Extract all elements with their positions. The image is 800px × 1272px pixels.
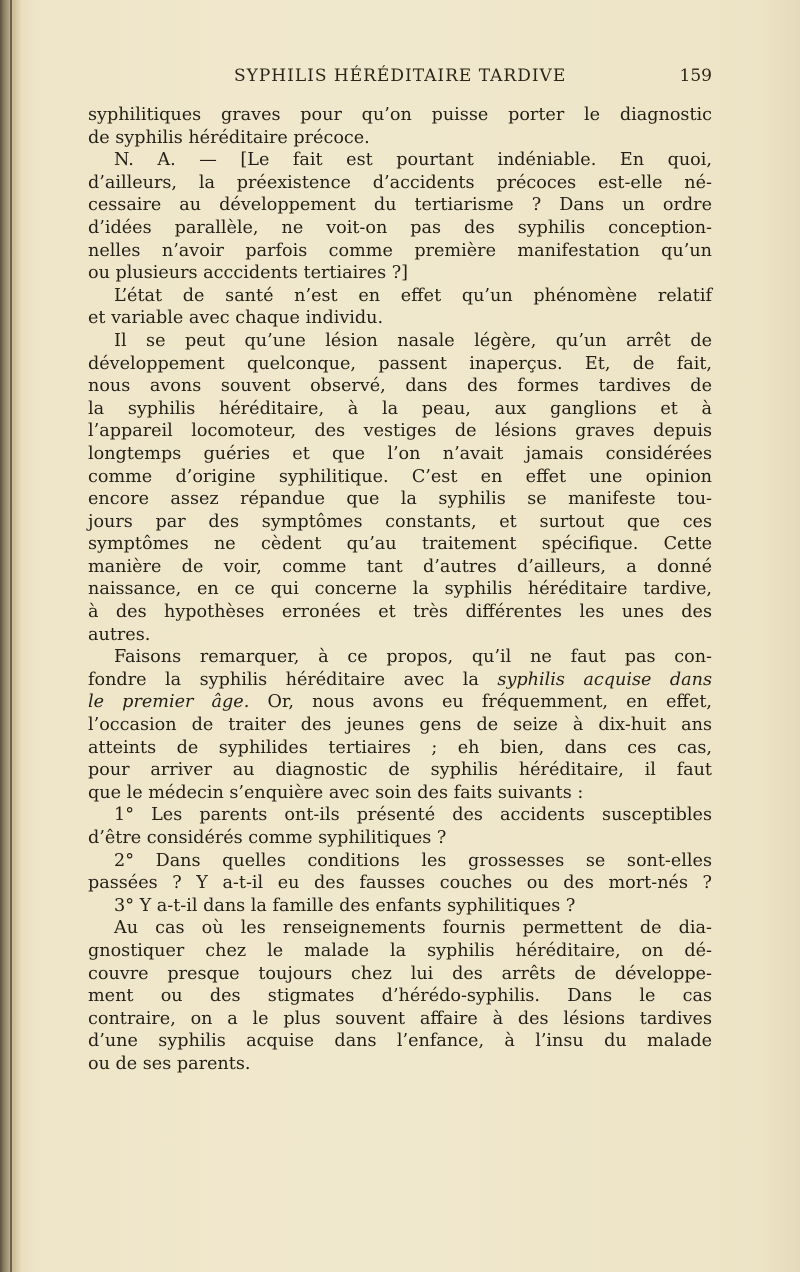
text-line: l’appareil locomoteur, des vestiges de lésions graves depuis bbox=[88, 421, 712, 442]
body-text bbox=[88, 104, 712, 1076]
italic-phrase: syphilis acquise dans bbox=[497, 669, 713, 690]
text-line: 3° Y a-t-il dans la famille des enfants syphilitiques ? bbox=[114, 895, 576, 916]
text-line: comme d’origine syphilitique. C’est en effet une opinion bbox=[88, 466, 712, 487]
text-line: longtemps guéries et que l’on n’avait jamais considérées bbox=[88, 443, 712, 464]
text-line: jours par des symptômes constants, et surtout que ces bbox=[88, 511, 712, 532]
text-line: contraire, on a le plus souvent affaire à des lésions tardives bbox=[88, 1008, 712, 1029]
text-line: manière de voir, comme tant d’autres d’ailleurs, a donné bbox=[88, 556, 712, 577]
text-line: L’état de santé n’est en effet qu’un phénomène relatif bbox=[114, 285, 712, 306]
text-line: syphilitiques graves pour qu’on puisse porter le diagnostic bbox=[88, 105, 712, 125]
text-line: cessaire au développement du tertiarisme ? Dans un ordre bbox=[88, 195, 712, 216]
text-line: naissance, en ce qui concerne la syphilis héréditaire tardive, bbox=[88, 579, 712, 600]
text-line: Faisons remarquer, à ce propos, qu’il ne faut pas con- bbox=[114, 647, 712, 668]
text-line: l’occasion de traiter des jeunes gens de seize à dix-huit ans bbox=[88, 715, 712, 736]
page-header bbox=[88, 66, 712, 90]
text-line: nous avons souvent observé, dans des formes tardives de bbox=[88, 376, 712, 397]
text-line: de syphilis héréditaire précoce. bbox=[88, 127, 370, 148]
text-line: et variable avec chaque individu. bbox=[88, 308, 384, 329]
text-line: d’ailleurs, la préexistence d’accidents précoces est-elle né- bbox=[88, 172, 712, 193]
text-line: d’être considérés comme syphilitiques ? bbox=[88, 828, 447, 848]
text-run: fondre la syphilis héréditaire avec la bbox=[88, 669, 479, 690]
text-line: ou plusieurs acccidents tertiaires ?] bbox=[88, 263, 408, 284]
text-line: la syphilis héréditaire, à la peau, aux ganglions et à bbox=[88, 398, 712, 419]
text-line: autres. bbox=[88, 624, 151, 645]
text-line: d’idées parallèle, ne voit-on pas des syphilis conception- bbox=[88, 217, 712, 238]
text-line: 1° Les parents ont-ils présenté des accidents susceptibles bbox=[114, 805, 712, 826]
binding-edge bbox=[10, 0, 12, 1272]
text-line: à des hypothèses erronées et très différentes les unes des bbox=[88, 602, 712, 623]
text-line bbox=[88, 691, 712, 714]
text-line: atteints de syphilides tertiaires ; eh bien, dans ces cas, bbox=[88, 737, 712, 758]
text-line: encore assez répandue que la syphilis se manifeste tou- bbox=[88, 489, 712, 510]
text-line: N. A. — [Le fait est pourtant indéniable. En quoi, bbox=[114, 150, 712, 171]
text-line: gnostiquer chez le malade la syphilis héréditaire, on dé- bbox=[88, 940, 712, 961]
text-line: que le médecin s’enquière avec soin des faits suivants : bbox=[88, 782, 584, 803]
italic-phrase: le premier âge. bbox=[88, 692, 250, 713]
text-run: Or, nous avons eu fréquemment, en effet, bbox=[267, 692, 713, 713]
text-line: Il se peut qu’une lésion nasale légère, qu’un arrêt de bbox=[114, 330, 712, 351]
text-line: symptômes ne cèdent qu’au traitement spécifique. Cette bbox=[88, 534, 712, 555]
text-line: pour arriver au diagnostic de syphilis héréditaire, il faut bbox=[88, 760, 712, 781]
text-line: 2° Dans quelles conditions les grossesses se sont-elles bbox=[114, 850, 712, 871]
text-line: ou de ses parents. bbox=[88, 1053, 251, 1074]
text-line: ment ou des stigmates d’hérédo-syphilis. Dans le cas bbox=[88, 986, 712, 1007]
text-line: Au cas où les renseignements fournis permettent de dia- bbox=[114, 918, 712, 939]
running-title: SYPHILIS HÉRÉDITAIRE TARDIVE bbox=[234, 66, 567, 86]
page-number: 159 bbox=[679, 66, 712, 86]
text-line bbox=[88, 669, 712, 692]
text-line: d’une syphilis acquise dans l’enfance, à l’insu du malade bbox=[88, 1031, 712, 1052]
text-line: passées ? Y a-t-il eu des fausses couches ou des mort-nés ? bbox=[88, 873, 712, 894]
text-line: couvre presque toujours chez lui des arrêts de développe- bbox=[88, 963, 712, 984]
text-line: nelles n’avoir parfois comme première manifestation qu’un bbox=[88, 240, 712, 261]
text-line: développement quelconque, passent inaperçus. Et, de fait, bbox=[88, 353, 712, 374]
